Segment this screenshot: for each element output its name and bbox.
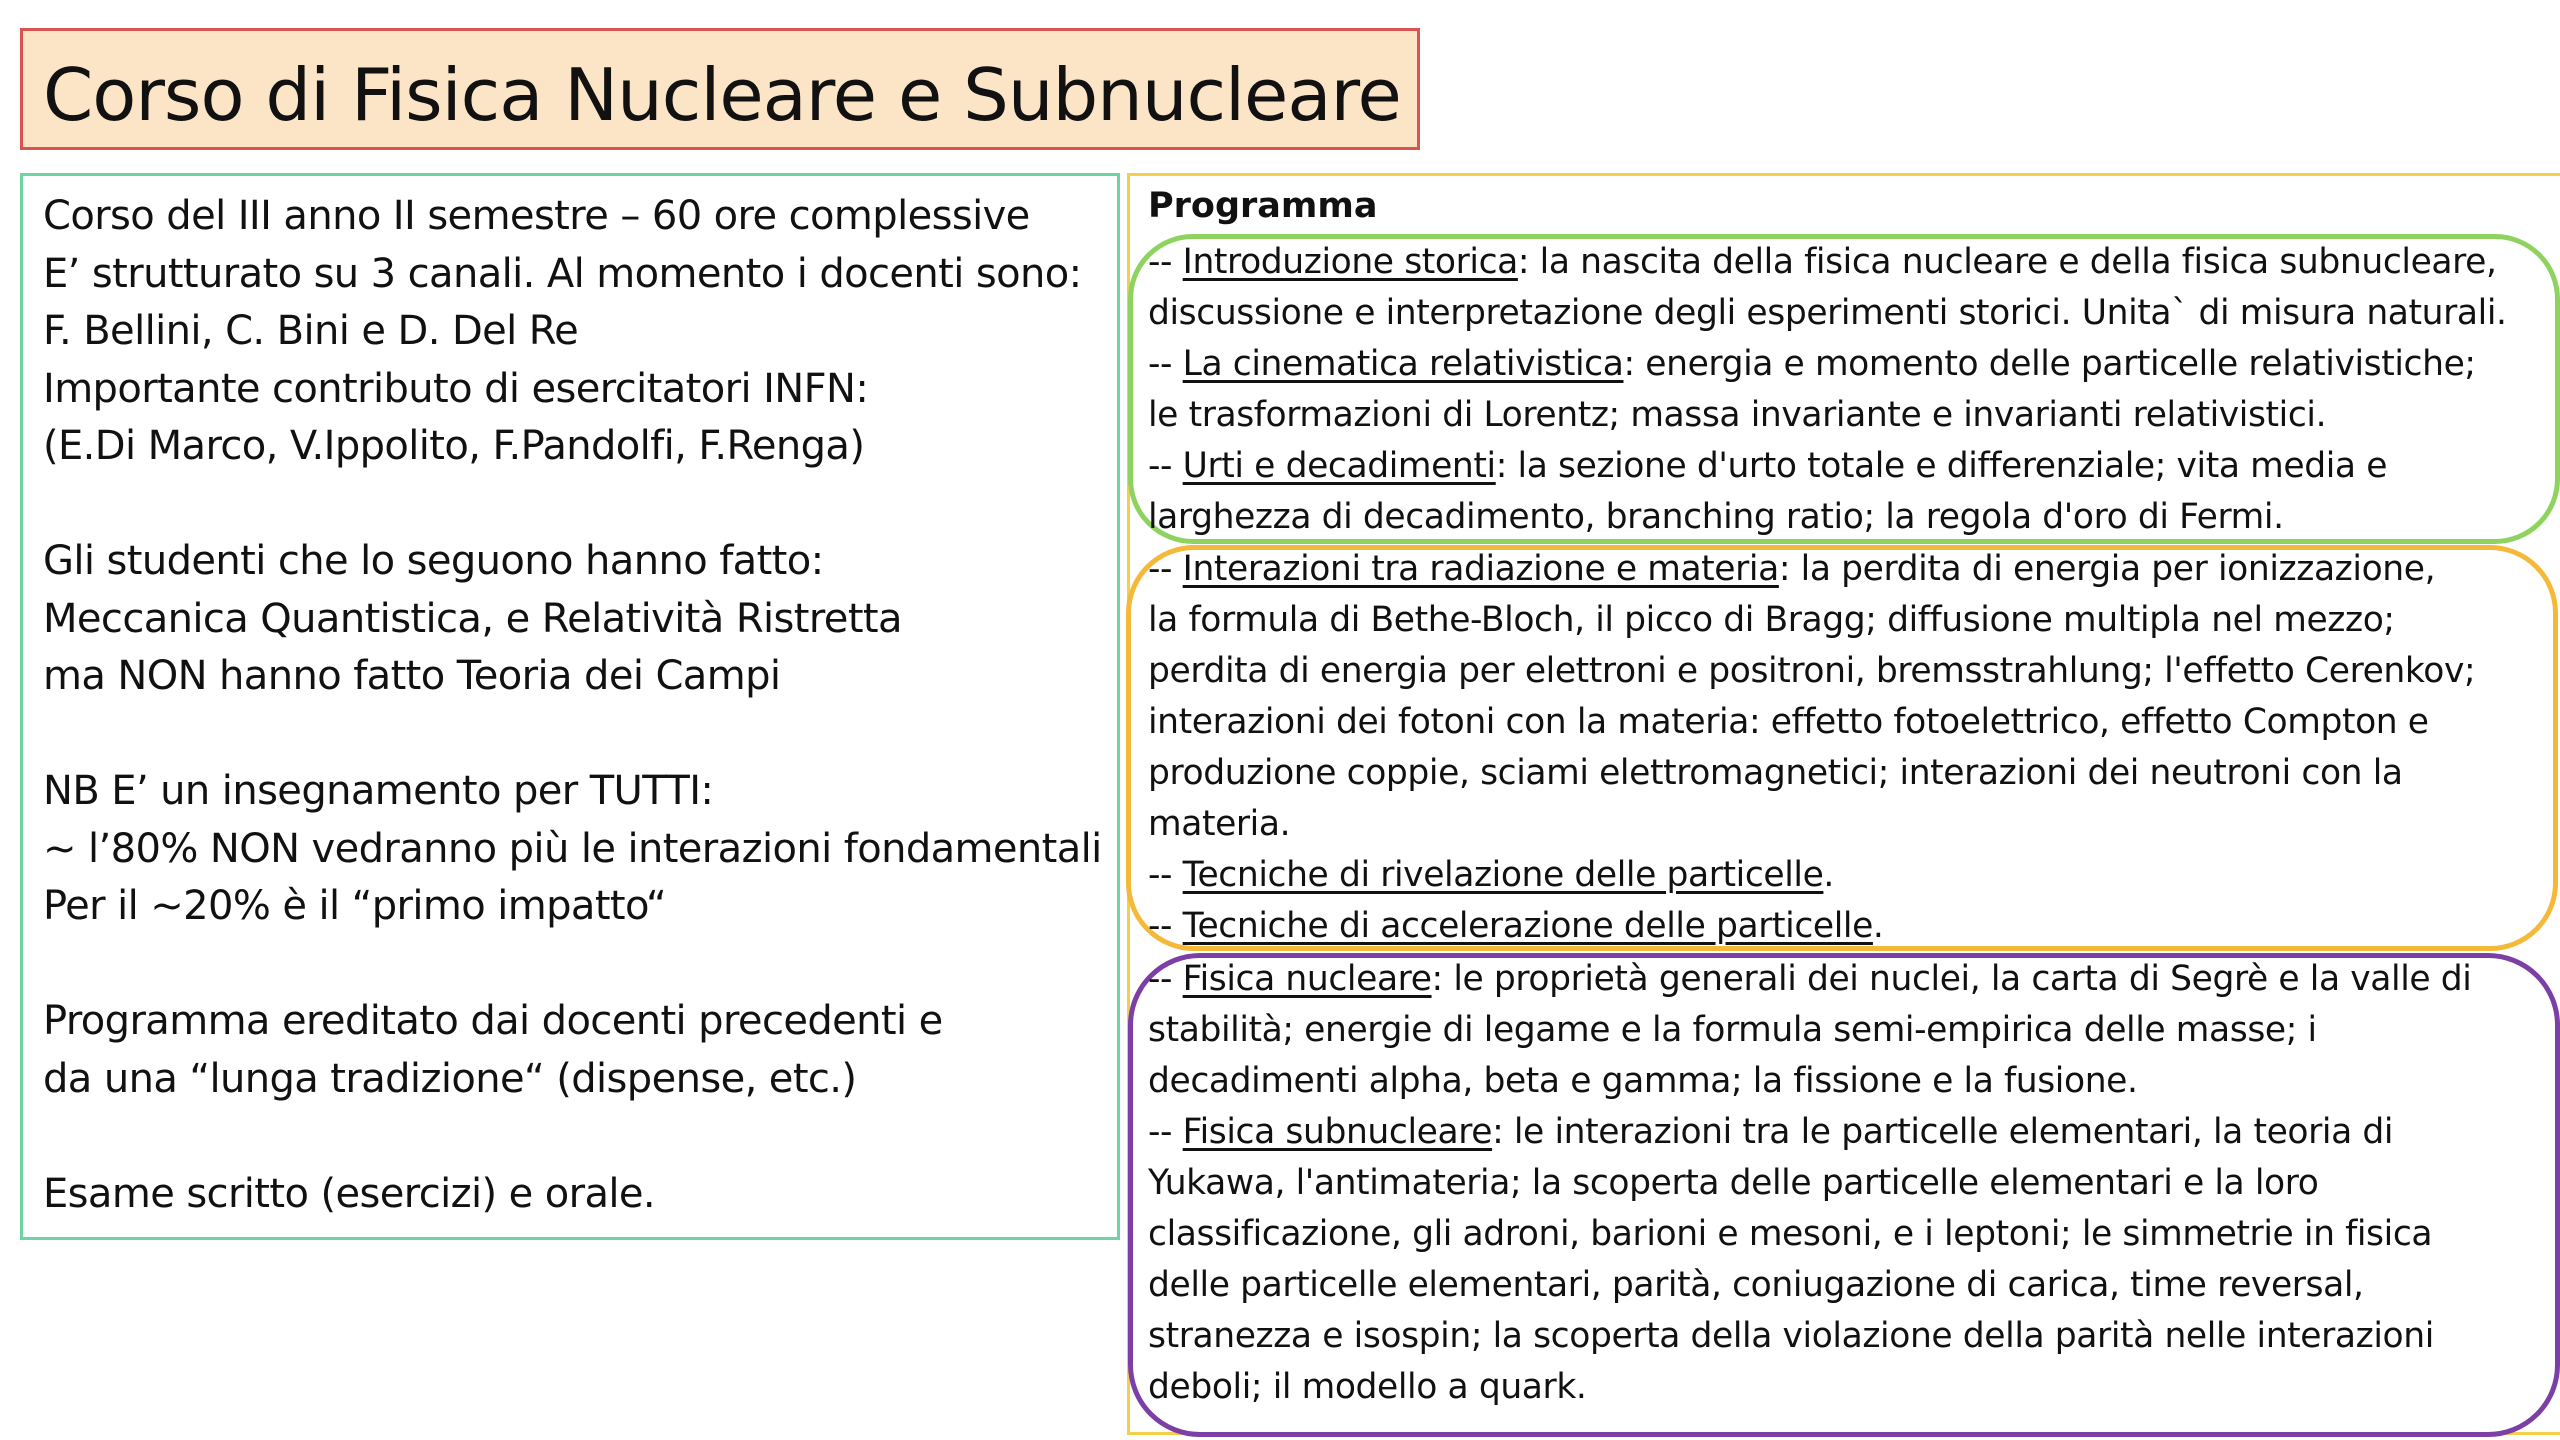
topic-line: classificazione, gli adroni, barioni e mesoni, e i leptoni; le simmetrie in fisica — [1148, 1214, 2433, 1254]
topic-title: Tecniche di rivelazione delle particelle — [1182, 855, 1824, 895]
topic-accelerazione: -- Tecniche di accelerazione delle particelle. — [1148, 906, 1884, 946]
info-line: NB E’ un insegnamento per TUTTI: — [43, 768, 714, 814]
info-line: Programma ereditato dai docenti precedenti e — [43, 998, 943, 1044]
info-line: F. Bellini, C. Bini e D. Del Re — [43, 308, 579, 354]
info-line: da una “lunga tradizione“ (dispense, etc.) — [43, 1055, 857, 1102]
info-line: Per il ~20% è il “primo impatto“ — [43, 883, 667, 929]
programma-heading: Programma — [1148, 186, 1378, 226]
info-line: Esame scritto (esercizi) e orale. — [43, 1170, 656, 1217]
topic-line: stabilità; energie di legame e la formula semi-empirica delle masse; i — [1148, 1010, 2317, 1050]
programma-group-1 — [1148, 237, 2540, 543]
topic-title: Tecniche di accelerazione delle particelle — [1182, 906, 1873, 946]
programma-group-3 — [1148, 954, 2540, 1413]
topic-nucleare: -- Fisica nucleare: le proprietà generali dei nuclei, la carta di Segrè e la valle di — [1148, 959, 2472, 999]
topic-title: Interazioni tra radiazione e materia — [1182, 549, 1779, 589]
topic-title: Urti e decadimenti — [1182, 446, 1496, 486]
topic-line: materia. — [1148, 804, 1291, 844]
info-line: Gli studenti che lo seguono hanno fatto: — [43, 538, 824, 584]
spacer — [43, 706, 1107, 764]
topic-line: discussione e interpretazione degli esperimenti storici. Unita` di misura naturali. — [1148, 293, 2507, 333]
programma-group-2 — [1148, 544, 2540, 952]
topic-line: le trasformazioni di Lorentz; massa invariante e invarianti relativistici. — [1148, 395, 2327, 435]
topic-title: La cinematica relativistica — [1182, 344, 1624, 384]
info-line: Corso del III anno II semestre – 60 ore complessive — [43, 193, 1030, 239]
info-line: (E.Di Marco, V.Ippolito, F.Pandolfi, F.Renga) — [43, 423, 865, 469]
topic-rivelazione: -- Tecniche di rivelazione delle particelle. — [1148, 855, 1834, 895]
topic-line: deboli; il modello a quark. — [1148, 1367, 1587, 1407]
course-info-text — [43, 188, 1107, 1223]
info-line: Importante contributo di esercitatori INFN: — [43, 365, 869, 412]
spacer — [43, 1108, 1107, 1166]
topic-title: Introduzione storica — [1182, 242, 1518, 282]
topic-line: stranezza e isospin; la scoperta della violazione della parità nelle interazioni — [1148, 1316, 2434, 1356]
topic-introduzione: -- Introduzione storica: la nascita della fisica nucleare e della fisica subnucleare, — [1148, 242, 2497, 282]
topic-urti: -- Urti e decadimenti: la sezione d'urto totale e differenziale; vita media e — [1148, 446, 2388, 486]
title-box — [20, 28, 1420, 150]
info-line: E’ strutturato su 3 canali. Al momento i docenti sono: — [43, 250, 1082, 297]
spacer — [43, 936, 1107, 994]
topic-line: decadimenti alpha, beta e gamma; la fissione e la fusione. — [1148, 1061, 2138, 1101]
info-line: Meccanica Quantistica, e Relatività Ristretta — [43, 595, 902, 642]
topic-cinematica: -- La cinematica relativistica: energia e momento delle particelle relativistiche; — [1148, 344, 2476, 384]
course-info-box — [20, 173, 1120, 1240]
spacer — [43, 476, 1107, 534]
topic-line: produzione coppie, sciami elettromagnetici; interazioni dei neutroni con la — [1148, 753, 2403, 793]
topic-title: Fisica nucleare — [1182, 959, 1432, 999]
topic-line: delle particelle elementari, parità, coniugazione di carica, time reversal, — [1148, 1265, 2364, 1305]
info-line: ~ l’80% NON vedranno più le interazioni fondamentali — [43, 825, 1102, 872]
topic-line: perdita di energia per elettroni e positroni, bremsstrahlung; l'effetto Cerenkov; — [1148, 651, 2476, 691]
topic-title: Fisica subnucleare — [1182, 1112, 1493, 1152]
info-line: ma NON hanno fatto Teoria dei Campi — [43, 653, 781, 699]
slide-title: Corso di Fisica Nucleare e Subnucleare — [43, 53, 1401, 137]
topic-subnucleare: -- Fisica subnucleare: le interazioni tra le particelle elementari, la teoria di — [1148, 1112, 2394, 1152]
topic-line: larghezza di decadimento, branching ratio; la regola d'oro di Fermi. — [1148, 497, 2284, 537]
topic-line: la formula di Bethe-Bloch, il picco di Bragg; diffusione multipla nel mezzo; — [1148, 600, 2395, 640]
topic-interazioni: -- Interazioni tra radiazione e materia: la perdita di energia per ionizzazione, — [1148, 549, 2436, 589]
topic-line: Yukawa, l'antimateria; la scoperta delle particelle elementari e la loro — [1148, 1163, 2319, 1203]
topic-line: interazioni dei fotoni con la materia: effetto fotoelettrico, effetto Compton e — [1148, 702, 2429, 742]
